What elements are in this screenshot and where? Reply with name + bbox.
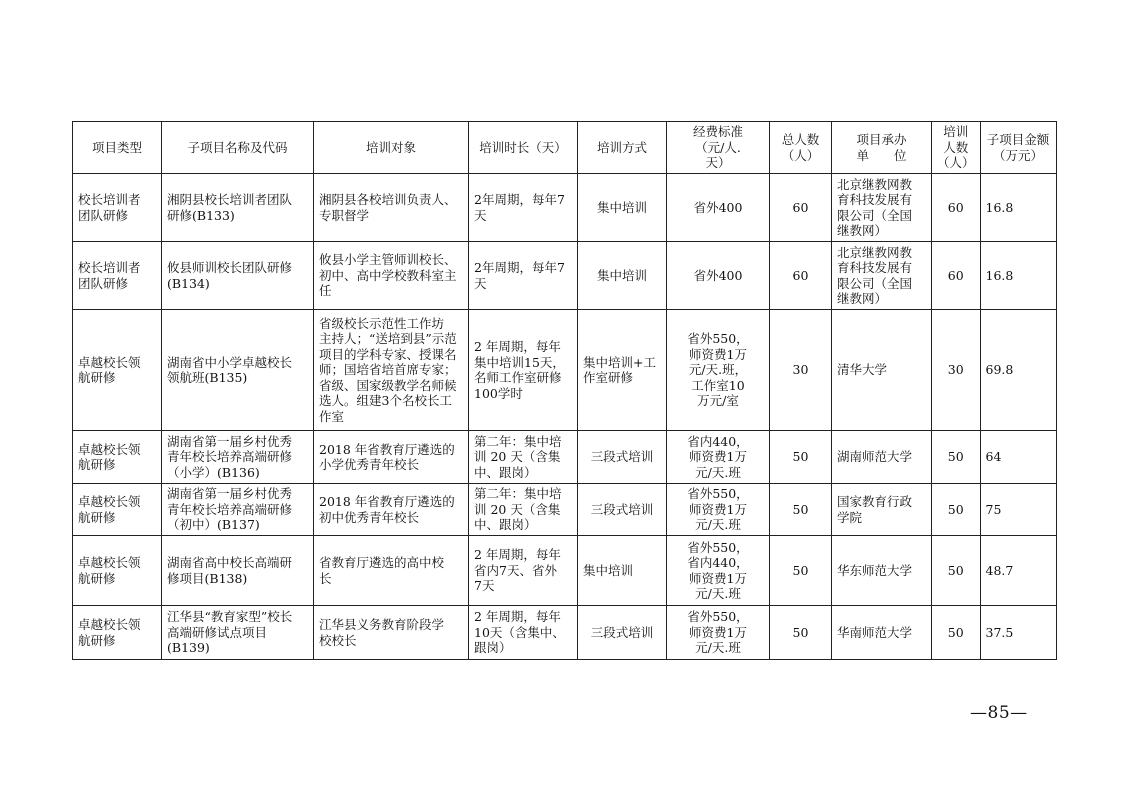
- cell-funding-standard: 省内440， 师资费1万 元/天.班: [667, 431, 770, 484]
- cell-funding-standard: 省外550， 师资费1万 元/天.班: [667, 484, 770, 536]
- cell-trainees: 省级校长示范性工作坊 主持人；“送培到县”示范 项目的学科专家、授课名 师；国培省培首席专家； 省级、国家级教学名师候 选人。组建3个名校长工 作室: [314, 310, 469, 431]
- cell-trainees: 2018 年省教育厅遴选的 小学优秀青年校长: [314, 431, 469, 484]
- cell-trainees: 江华县义务教育阶段学 校校长: [314, 606, 469, 660]
- cell-project-type: 卓越校长领 航研修: [73, 310, 162, 431]
- cell-duration: 2年周期，每年7 天: [469, 174, 578, 242]
- cell-total-people: 60: [770, 242, 832, 310]
- cell-duration: 第二年：集中培 训 20 天（含集 中、跟岗）: [469, 484, 578, 536]
- cell-method: 三段式培训: [578, 431, 667, 484]
- cell-total-people: 50: [770, 536, 832, 606]
- cell-method: 集中培训: [578, 242, 667, 310]
- cell-funding-standard: 省外550， 师资费1万 元/天.班， 工作室10 万元/室: [667, 310, 770, 431]
- header-funding-standard: 经费标准 （元/人. 天）: [667, 122, 770, 174]
- header-organizer: 项目承办 单 位: [832, 122, 932, 174]
- table-row: [73, 310, 1057, 431]
- cell-trainee-count: 60: [932, 174, 981, 242]
- cell-trainee-count: 50: [932, 536, 981, 606]
- cell-total-people: 30: [770, 310, 832, 431]
- cell-duration: 2 年周期，每年 10天（含集中、 跟岗）: [469, 606, 578, 660]
- cell-organizer: 华东师范大学: [832, 536, 932, 606]
- cell-funding-standard: 省外400: [667, 242, 770, 310]
- header-total-people: 总人数 （人）: [770, 122, 832, 174]
- cell-funding-standard: 省外550， 省内440， 师资费1万 元/天.班: [667, 536, 770, 606]
- cell-project-type: 卓越校长领 航研修: [73, 484, 162, 536]
- cell-trainee-count: 50: [932, 606, 981, 660]
- cell-amount: 37.5: [980, 606, 1056, 660]
- header-trainees: 培训对象: [314, 122, 469, 174]
- cell-trainee-count: 60: [932, 242, 981, 310]
- header-method: 培训方式: [578, 122, 667, 174]
- cell-subproject-name: 江华县“教育家型”校长 高端研修试点项目 (B139): [162, 606, 314, 660]
- cell-trainees: 2018 年省教育厅遴选的 初中优秀青年校长: [314, 484, 469, 536]
- cell-method: 集中培训+工 作室研修: [578, 310, 667, 431]
- cell-trainee-count: 50: [932, 431, 981, 484]
- cell-total-people: 50: [770, 484, 832, 536]
- header-trainee-count: 培训 人数 （人）: [932, 122, 981, 174]
- cell-amount: 16.8: [980, 242, 1056, 310]
- cell-project-type: 卓越校长领 航研修: [73, 606, 162, 660]
- cell-method: 集中培训: [578, 536, 667, 606]
- cell-amount: 69.8: [980, 310, 1056, 431]
- cell-organizer: 华南师范大学: [832, 606, 932, 660]
- cell-project-type: 校长培训者 团队研修: [73, 242, 162, 310]
- header-subproject-name: 子项目名称及代码: [162, 122, 314, 174]
- cell-trainees: 省教育厅遴选的高中校 长: [314, 536, 469, 606]
- cell-amount: 64: [980, 431, 1056, 484]
- page-number: —85—: [970, 703, 1028, 723]
- training-projects-table: [72, 121, 1057, 660]
- cell-funding-standard: 省外400: [667, 174, 770, 242]
- cell-subproject-name: 湖南省第一届乡村优秀 青年校长培养高端研修 （小学）(B136): [162, 431, 314, 484]
- cell-method: 三段式培训: [578, 484, 667, 536]
- table-row: [73, 174, 1057, 242]
- cell-organizer: 清华大学: [832, 310, 932, 431]
- cell-duration: 2年周期，每年7 天: [469, 242, 578, 310]
- table-row: [73, 431, 1057, 484]
- cell-trainee-count: 50: [932, 484, 981, 536]
- cell-trainee-count: 30: [932, 310, 981, 431]
- cell-project-type: 卓越校长领 航研修: [73, 536, 162, 606]
- cell-duration: 第二年：集中培 训 20 天（含集 中、跟岗）: [469, 431, 578, 484]
- cell-total-people: 60: [770, 174, 832, 242]
- table-row: [73, 242, 1057, 310]
- header-row: [73, 122, 1057, 174]
- cell-method: 集中培训: [578, 174, 667, 242]
- cell-subproject-name: 湘阴县校长培训者团队 研修(B133): [162, 174, 314, 242]
- cell-organizer: 北京继教网教 育科技发展有 限公司（全国 继教网）: [832, 242, 932, 310]
- cell-duration: 2 年周期，每年 省内7天、省外 7天: [469, 536, 578, 606]
- header-duration: 培训时长（天）: [469, 122, 578, 174]
- cell-total-people: 50: [770, 606, 832, 660]
- table-row: [73, 536, 1057, 606]
- cell-subproject-name: 湖南省中小学卓越校长 领航班(B135): [162, 310, 314, 431]
- cell-funding-standard: 省外550， 师资费1万 元/天.班: [667, 606, 770, 660]
- cell-project-type: 校长培训者 团队研修: [73, 174, 162, 242]
- cell-duration: 2 年周期，每年 集中培训15天， 名师工作室研修 100学时: [469, 310, 578, 431]
- cell-subproject-name: 湖南省第一届乡村优秀 青年校长培养高端研修 （初中）(B137): [162, 484, 314, 536]
- cell-amount: 75: [980, 484, 1056, 536]
- cell-total-people: 50: [770, 431, 832, 484]
- cell-subproject-name: 湖南省高中校长高端研 修项目(B138): [162, 536, 314, 606]
- cell-amount: 16.8: [980, 174, 1056, 242]
- cell-subproject-name: 攸县师训校长团队研修 (B134): [162, 242, 314, 310]
- cell-trainees: 湘阴县各校培训负责人、 专职督学: [314, 174, 469, 242]
- cell-project-type: 卓越校长领 航研修: [73, 431, 162, 484]
- cell-organizer: 湖南师范大学: [832, 431, 932, 484]
- cell-method: 三段式培训: [578, 606, 667, 660]
- header-amount: 子项目金额 （万元）: [980, 122, 1056, 174]
- table-row: [73, 484, 1057, 536]
- cell-organizer: 北京继教网教 育科技发展有 限公司（全国 继教网）: [832, 174, 932, 242]
- cell-organizer: 国家教育行政 学院: [832, 484, 932, 536]
- table-row: [73, 606, 1057, 660]
- header-project-type: 项目类型: [73, 122, 162, 174]
- cell-amount: 48.7: [980, 536, 1056, 606]
- cell-trainees: 攸县小学主管师训校长、 初中、高中学校教科室主 任: [314, 242, 469, 310]
